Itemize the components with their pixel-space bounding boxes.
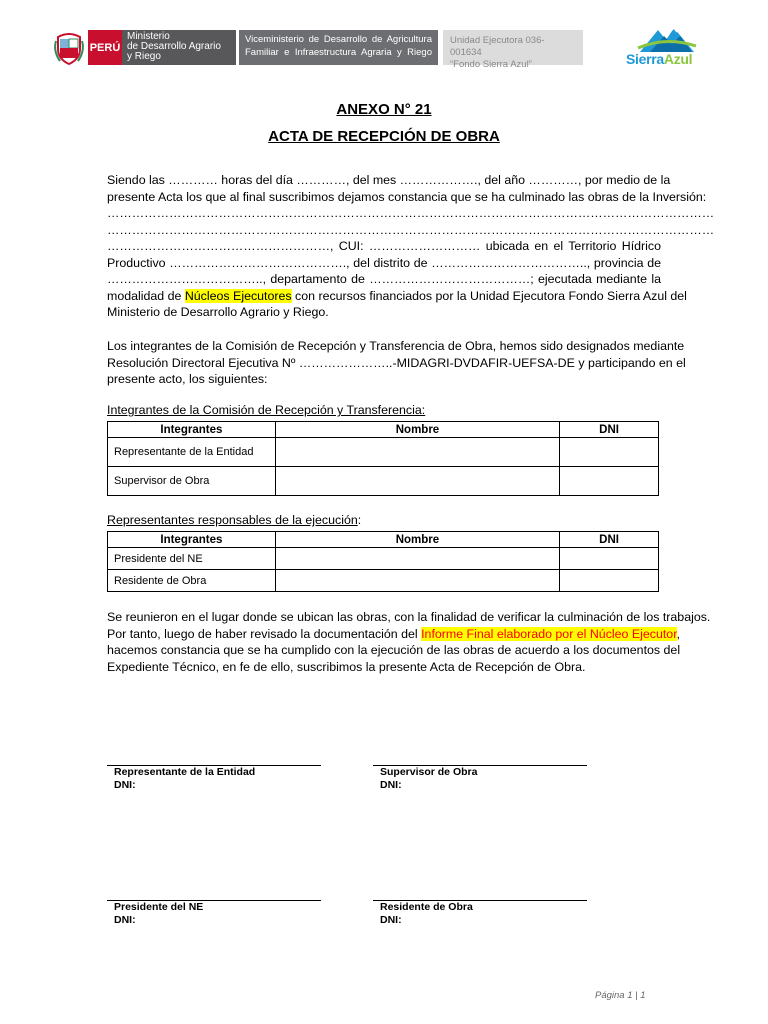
paragraph-intro: Siendo las ………… horas del día …………, del mes ………………., del año …………, por medio de la presente Acta los que al final suscribimos dejamos constancia que se ha culminado las obras de la Inversión: ………………………………………………………………………………………………………………………………… ………………………………………………………………………………………………………………………………… ………………………………………………, CUI: ……………………… ubicada en el Territorio Hídrico Productivo ……………………………………., del distrito de ……………………………….., provincia de ……………………………….., departamento de …………………………………; ejecutada mediante la modalidad de Núcleos Ejecutores con recursos financiados por la Unidad Ejecutora Fondo Sierra Azul del Ministerio de Desarrollo Agrario y Riego. (107, 173, 715, 319)
commission-table (107, 421, 659, 496)
page-subtitle: ACTA DE RECEPCIÓN DE OBRA (268, 128, 500, 145)
paragraph-commission: Los integrantes de la Comisión de Recepción y Transferencia de Obra, hemos sido designados mediante Resolución Directoral Ejecutiva Nº …………………..-MIDAGRI-DVDAFIR-UEFSA-DE y participando en el presente acto, los siguientes: (107, 339, 686, 386)
table1-header-integrantes: Integrantes (108, 422, 276, 438)
header-viceministry: Viceministerio de Desarrollo de Agricultura Familiar e Infraestructura Agraria y Riego (239, 30, 438, 65)
table-row-label: Residente de Obra (108, 570, 276, 592)
signature-block-supervisor: Supervisor de Obra DNI: (373, 765, 587, 792)
signature-block-entidad: Representante de la Entidad DNI: (107, 765, 321, 792)
table-cell-dni[interactable] (560, 570, 659, 592)
page-number: Página 1 | 1 (595, 990, 646, 1001)
table1-header-dni: DNI (560, 422, 659, 438)
table-cell-name[interactable] (275, 467, 559, 496)
paragraph-conclusion: Se reunieron en el lugar donde se ubican las obras, con la finalidad de verificar la culminación de los trabajos. Por tanto, luego de haber revisado la documentación del Informe Final elaborado por el Núcleo Ejecutor, hacemos constancia que se ha cumplido con la ejecución de las obras de acuerdo a los documentos del Expediente Técnico, en fe de ello, suscribimos la presente Acta de Recepción de Obra. (107, 610, 711, 674)
table-row-label: Presidente del NE (108, 548, 276, 570)
sierra-azul-logo-icon (636, 22, 698, 54)
highlight-informe-final: Informe Final elaborado por el Núcleo Ejecutor (421, 626, 677, 641)
table-cell-dni[interactable] (560, 467, 659, 496)
execution-table (107, 531, 659, 592)
table-row-label: Supervisor de Obra (108, 467, 276, 496)
signature-block-residente: Residente de Obra DNI: (373, 900, 587, 927)
signature-block-presidente: Presidente del NE DNI: (107, 900, 321, 927)
table-cell-name[interactable] (275, 438, 559, 467)
peru-coat-of-arms-icon (54, 31, 84, 65)
highlight-nucleos: Núcleos Ejecutores (184, 288, 292, 303)
table2-header-dni: DNI (560, 532, 659, 548)
table2-label: Representantes responsables de la ejecución: (107, 513, 362, 527)
table2-header-nombre: Nombre (275, 532, 559, 548)
table-row-label: Representante de la Entidad (108, 438, 276, 467)
table-cell-name[interactable] (275, 548, 559, 570)
page-title: ANEXO N° 21 (336, 101, 432, 118)
table1-header-nombre: Nombre (275, 422, 559, 438)
header-ministry: Ministerio de Desarrollo Agrario y Riego (122, 30, 236, 65)
table-cell-dni[interactable] (560, 548, 659, 570)
table2-header-integrantes: Integrantes (108, 532, 276, 548)
table-cell-dni[interactable] (560, 438, 659, 467)
header-executing-unit: Unidad Ejecutora 036-001634 “Fondo Sierra Azul” (443, 30, 583, 65)
table1-label: Integrantes de la Comisión de Recepción y Transferencia: (107, 403, 426, 417)
header-country: PERÚ (88, 30, 122, 65)
sierra-azul-logo-text: SierraAzul (626, 51, 693, 67)
table-cell-name[interactable] (275, 570, 559, 592)
